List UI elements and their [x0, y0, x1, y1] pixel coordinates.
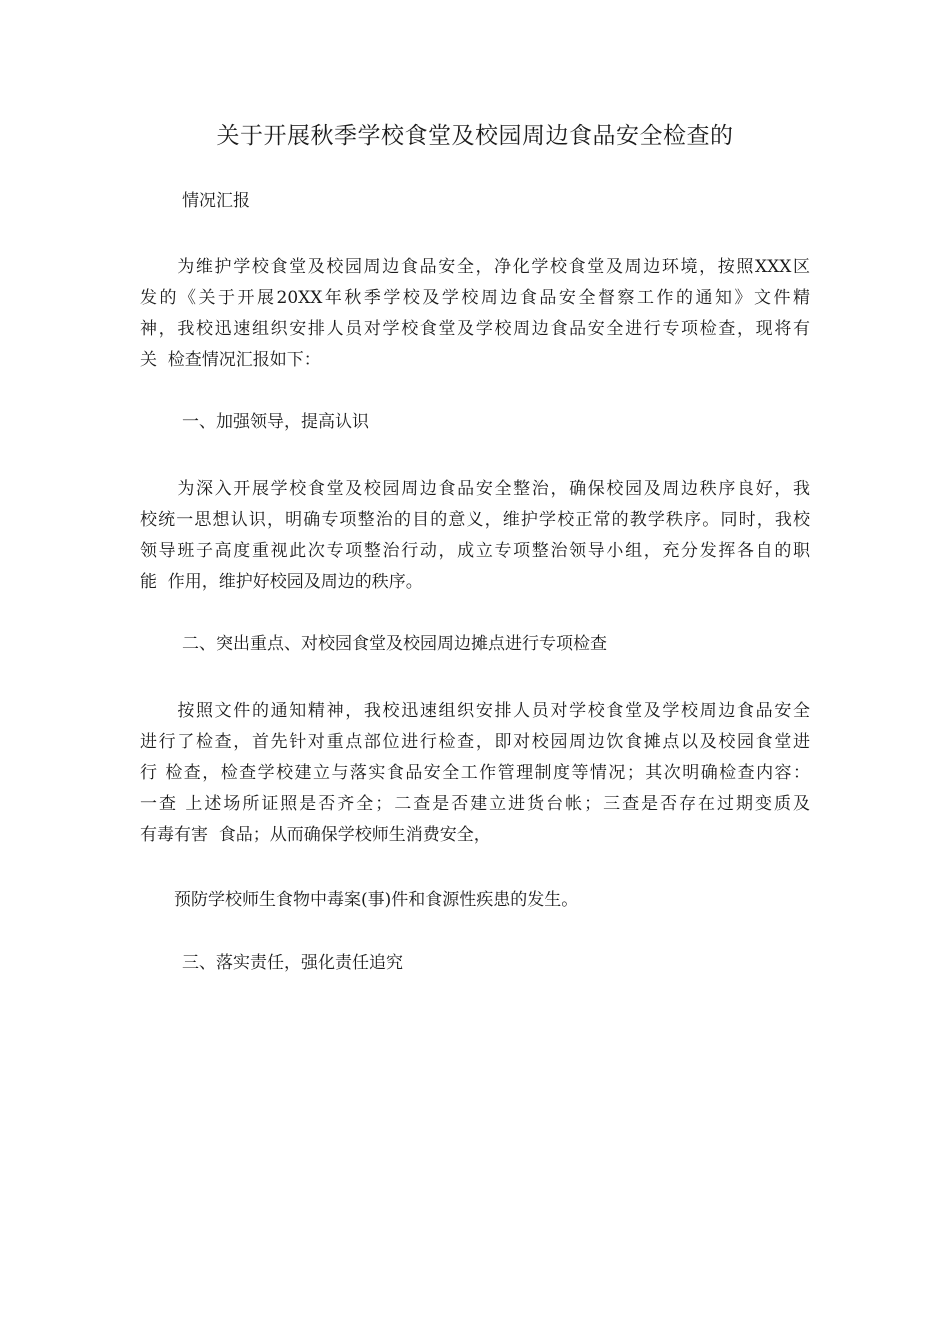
section2-line: 进行了检查，首先针对重点部位进行检查，即对校园周边饮食摊点以及校园食堂进: [140, 732, 810, 752]
section1-heading: 一、加强领导，提高认识: [182, 412, 369, 432]
intro-line: 关 检查情况汇报如下：: [140, 350, 321, 370]
section1-line: 领导班子高度重视此次专项整治行动，成立专项整治领导小组，充分发挥各自的职: [140, 541, 810, 561]
intro-line: 神，我校迅速组织安排人员对学校食堂及学校周边食品安全进行专项检查，现将有: [140, 319, 810, 339]
intro-line: 为维护学校食堂及校园周边食品安全，净化学校食堂及周边环境，按照XXX区: [140, 257, 810, 277]
section2-line: 按照文件的通知精神，我校迅速组织安排人员对学校食堂及学校周边食品安全: [140, 701, 810, 721]
section2-extra-line: 预防学校师生食物中毒案(事)件和食源性疾患的发生。: [140, 890, 579, 910]
section1-line: 为深入开展学校食堂及校园周边食品安全整治，确保校园及周边秩序良好，我: [140, 479, 810, 499]
section3-heading: 三、落实责任，强化责任追究: [182, 953, 403, 973]
section2-extra-paragraph: [140, 885, 810, 916]
section1-line: 能 作用，维护好校园及周边的秩序。: [140, 572, 423, 592]
section2-paragraph: [140, 696, 810, 851]
section2-heading: 二、突出重点、对校园食堂及校园周边摊点进行专项检查: [182, 634, 607, 654]
document-title: 关于开展秋季学校食堂及校园周边食品安全检查的: [216, 123, 734, 149]
section1-paragraph: [140, 474, 810, 598]
section2-line: 一查 上述场所证照是否齐全；二查是否建立进货台帐；三查是否存在过期变质及: [140, 794, 810, 814]
intro-paragraph: [140, 252, 810, 376]
section2-line: 行 检查，检查学校建立与落实食品安全工作管理制度等情况；其次明确检查内容：: [140, 763, 810, 783]
section2-line: 有毒有害 食品；从而确保学校师生消费安全，: [140, 825, 491, 845]
document-subtitle: 情况汇报: [182, 191, 250, 211]
section1-line: 校统一思想认识，明确专项整治的目的意义，维护学校正常的教学秩序。同时，我校: [140, 510, 810, 530]
intro-line: 发的《关于开展20XX年秋季学校及学校周边食品安全督察工作的通知》文件精: [140, 288, 810, 308]
